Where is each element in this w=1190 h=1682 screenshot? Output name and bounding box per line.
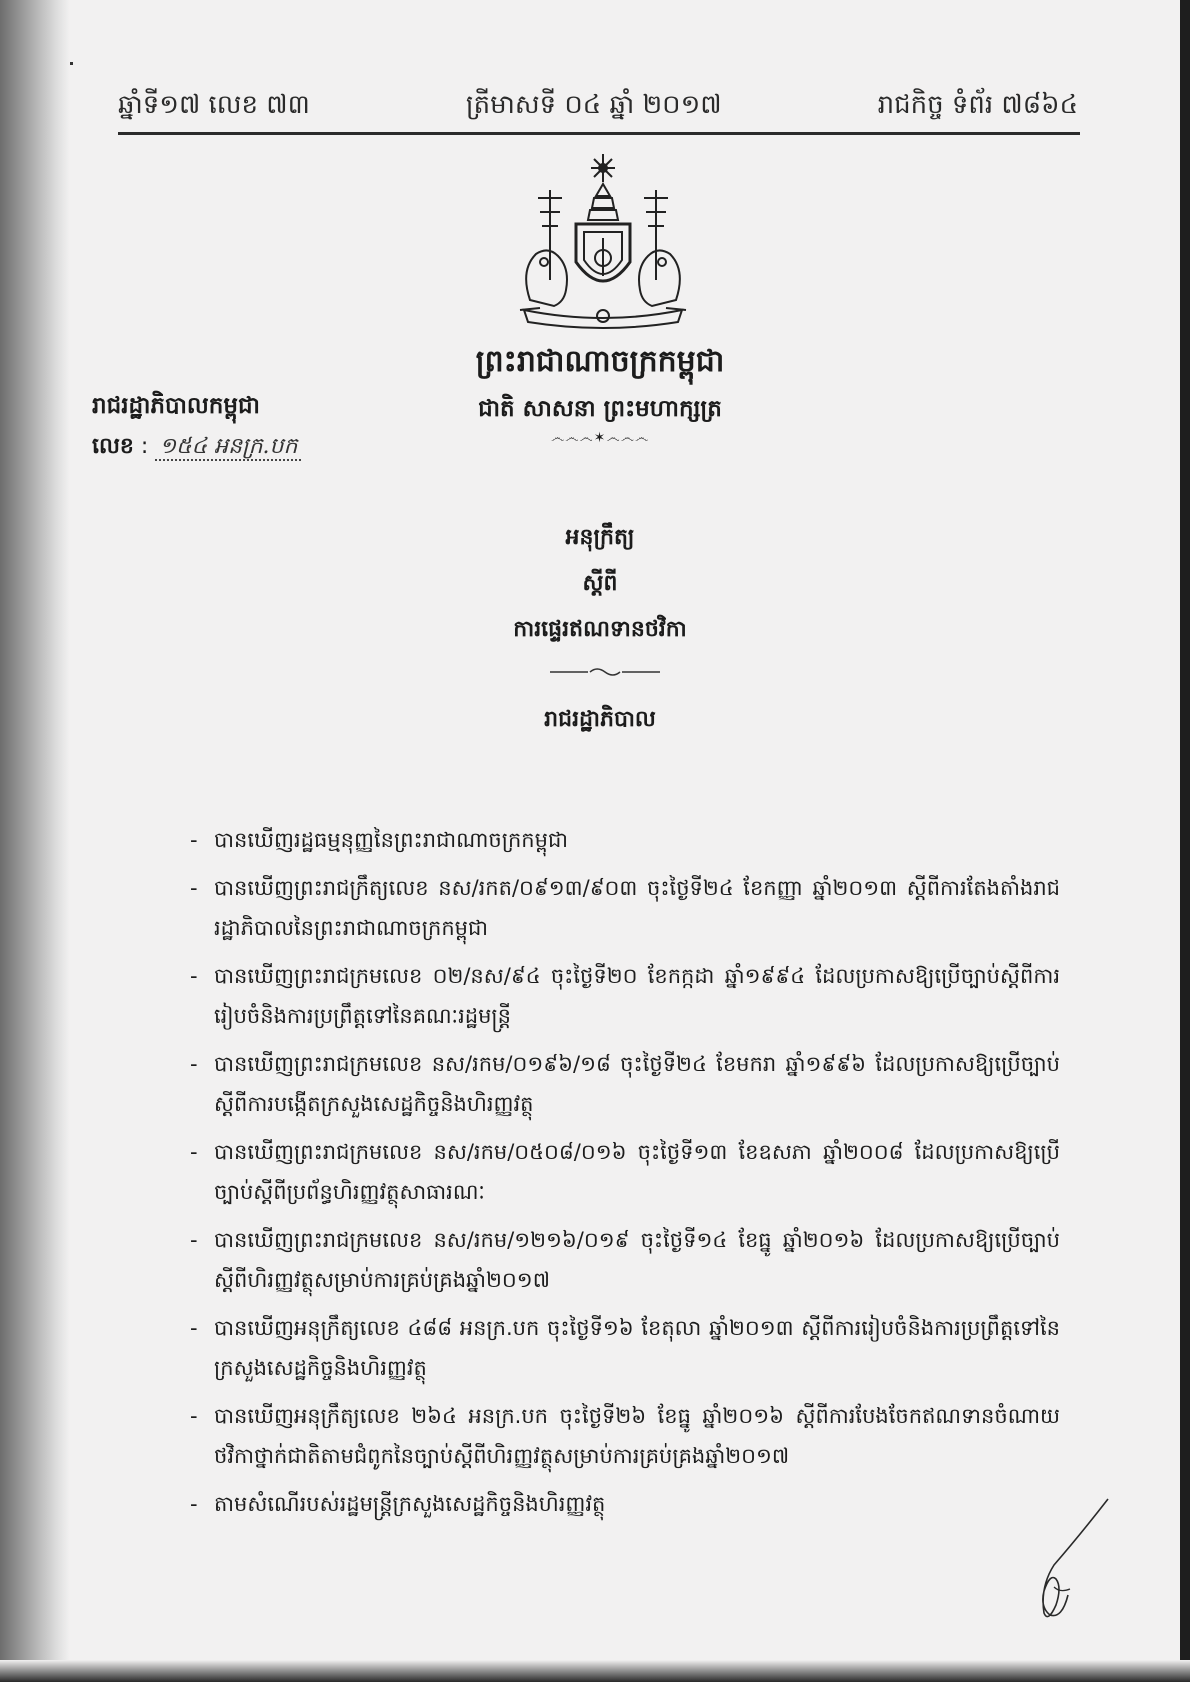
gazette-header (118, 88, 1078, 126)
header-quarter: ត្រីមាសទី ០៤ ឆ្នាំ ២០១៧ (465, 90, 722, 120)
title-divider-icon (550, 664, 660, 680)
issuer-name: រាជរដ្ឋាភិបាលកម្ពុជា (92, 393, 260, 419)
government-heading: រាជរដ្ឋាភិបាល (544, 707, 656, 732)
preamble-clause: - បានឃើញព្រះរាជក្រមលេខ ០២/នស/៩៤ ចុះថ្ងៃទី២០ ខែកក្កដា ឆ្នាំ១៩៩៤ ដែលប្រកាសឱ្យប្រើច្បាប់ស្តីពីការរៀបចំនិងការប្រព្រឹត្តទៅនៃគណៈរដ្ឋមន្ត្រី (190, 956, 1060, 1036)
handwritten-initial-icon (1010, 1495, 1120, 1625)
preamble-clause: - បានឃើញព្រះរាជក្រមលេខ នស/រកម/០១៩៦/១៨ ចុះថ្ងៃទី២៤ ខែមករា ឆ្នាំ១៩៩៦ ដែលប្រកាសឱ្យប្រើច្បាប់ស្តីពីការបង្កើតក្រសួងសេដ្ឋកិច្ចនិងហិរញ្ញវត្ថុ (190, 1044, 1060, 1124)
preamble-clause: - បានឃើញរដ្ឋធម្មនុញ្ញនៃព្រះរាជាណាចក្រកម្ពុជា (190, 820, 1060, 860)
royal-arms-of-cambodia-icon (510, 150, 696, 330)
title-line-on: ស្តីពី (582, 571, 618, 596)
header-issue: ឆ្នាំទី១៧ លេខ ៧៣ (118, 90, 310, 120)
preamble-clause: - បានឃើញព្រះរាជក្រឹត្យលេខ នស/រកត/០៩១៣/៩០៣ ចុះថ្ងៃទី២៤ ខែកញ្ញា ឆ្នាំ២០១៣ ស្តីពីការតែងតាំងរាជរដ្ឋាភិបាលនៃព្រះរាជាណាចក្រកម្ពុជា (190, 868, 1060, 948)
header-page: រាជកិច្ច ទំព័រ ៧៨៦៤ (877, 90, 1078, 120)
preamble-clause: - បានឃើញព្រះរាជក្រមលេខ នស/រកម/០៥០៨/០១៦ ចុះថ្ងៃទី១៣ ខែឧសភា ឆ្នាំ២០០៨ ដែលប្រកាសឱ្យប្រើច្បាប់ស្តីពីប្រព័ន្ធហិរញ្ញវត្ថុសាធារណៈ (190, 1132, 1060, 1212)
header-divider (118, 132, 1080, 135)
preamble-clause: - តាមសំណើរបស់រដ្ឋមន្ត្រីក្រសួងសេដ្ឋកិច្ចនិងហិរញ្ញវត្ថុ (190, 1484, 1060, 1524)
title-line-subject: ការផ្ទេរឥណទានថវិកា (513, 617, 687, 642)
kingdom-name: ព្រះរាជាណាចក្រកម្ពុជា (475, 344, 725, 379)
preamble-clauses (190, 820, 1060, 1532)
reference-label: លេខ (92, 434, 134, 459)
document-title (440, 515, 760, 653)
scan-bottom-edge (0, 1660, 1190, 1682)
preamble-clause: - បានឃើញអនុក្រឹត្យលេខ ២៦៤ អនក្រ.បក ចុះថ្ងៃទី២៦ ខែធ្នូ ឆ្នាំ២០១៦ ស្តីពីការបែងចែកឥណទានចំណាយថវិកាថ្នាក់ជាតិតាមជំពូកនៃច្បាប់ស្តីពីហិរញ្ញវត្ថុសម្រាប់ការគ្រប់គ្រងឆ្នាំ២០១៧ (190, 1396, 1060, 1476)
preamble-clause: - បានឃើញអនុក្រឹត្យលេខ ៤៨៨ អនក្រ.បក ចុះថ្ងៃទី១៦ ខែតុលា ឆ្នាំ២០១៣ ស្តីពីការរៀបចំនិងការប្រព្រឹត្តទៅនៃក្រសួងសេដ្ឋកិច្ចនិងហិរញ្ញវត្ថុ (190, 1308, 1060, 1388)
national-motto: ជាតិ សាសនា ព្រះមហាក្សត្រ (478, 396, 722, 422)
ornament-divider: ෴෴෴✶෴෴෴ (550, 430, 650, 446)
preamble-clause: - បានឃើញព្រះរាជក្រមលេខ នស/រកម/១២១៦/០១៩ ចុះថ្ងៃទី១៤ ខែធ្នូ ឆ្នាំ២០១៦ ដែលប្រកាសឱ្យប្រើច្បាប់ស្តីពីហិរញ្ញវត្ថុសម្រាប់ការគ្រប់គ្រងឆ្នាំ២០១៧ (190, 1220, 1060, 1300)
reference-number: ១៥៤ អនក្រ.បក (155, 434, 301, 461)
title-line-sub-decree: អនុក្រឹត្យ (565, 525, 635, 550)
reference-line: លេខ : ១៥៤ អនក្រ.បក (92, 432, 301, 464)
